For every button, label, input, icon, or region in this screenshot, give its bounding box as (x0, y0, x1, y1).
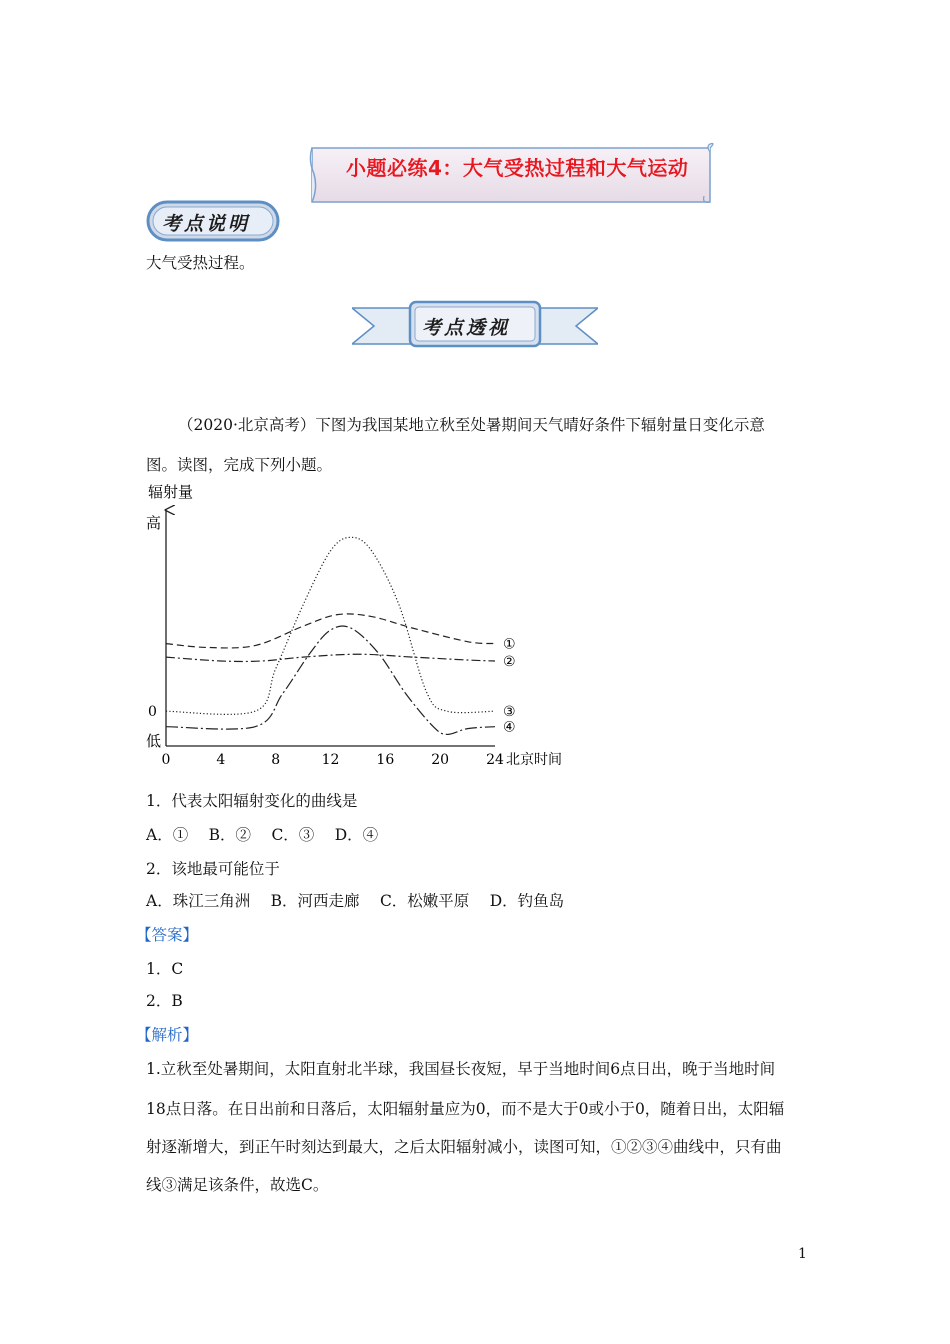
analysis-line: 18点日落。在日出前和日落后，太阳辐射量应为0，而不是大于0或小于0，随着日出，太阳辐 (146, 1100, 785, 1118)
analysis-label: 【解析】 (136, 1026, 199, 1044)
series-label-3: ③ (503, 704, 516, 721)
analysis-line: 线③满足该条件，故选C。 (146, 1176, 329, 1194)
intro-line-2: 图。读图，完成下列小题。 (146, 456, 333, 474)
y-axis-label: 辐射量 (148, 483, 194, 501)
series-label-2: ② (503, 653, 516, 670)
x-tick-label: 8 (271, 752, 281, 768)
section-text: 大气受热过程。 (146, 254, 255, 272)
y-zero-label: 0 (148, 704, 157, 721)
y-low-label: 低 (146, 732, 162, 750)
question-2-stem: 2．该地最可能位于 (146, 860, 280, 878)
series-line-3 (166, 537, 495, 714)
series-line-2 (166, 654, 495, 661)
intro-line-1: （2020·北京高考）下图为我国某地立秋至处暑期间天气晴好条件下辐射量日变化示意 (178, 416, 765, 434)
x-axis-label: 北京时间 (506, 752, 562, 768)
x-tick-label: 0 (161, 752, 171, 768)
question-1-options: A．① B．② C．③ D．④ (146, 826, 379, 844)
section-badge-perspective (352, 300, 598, 350)
question-2-options: A．珠江三角洲 B．河西走廊 C．松嫩平原 D．钓鱼岛 (146, 892, 565, 910)
answer-item: 1．C (146, 960, 184, 978)
series-label-1: ① (503, 636, 516, 653)
x-tick-label: 24 (486, 752, 504, 768)
x-tick-label: 20 (431, 752, 450, 768)
section-badge-explain (146, 200, 280, 242)
question-1-stem: 1．代表太阳辐射变化的曲线是 (146, 792, 358, 810)
x-tick-label: 16 (376, 752, 395, 768)
badge-label: 考点透视 (422, 317, 511, 339)
series-line-4 (166, 626, 495, 734)
series-line-1 (166, 614, 495, 648)
radiation-chart (140, 478, 600, 774)
x-tick-label: 12 (321, 752, 340, 768)
analysis-line: 射逐渐增大，到正午时刻达到最大，之后太阳辐射减小，读图可知，①②③④曲线中，只有曲 (146, 1138, 782, 1156)
y-high-label: 高 (146, 514, 162, 532)
analysis-line: 1.立秋至处暑期间，太阳直射北半球，我国昼长夜短，早于当地时间6点日出，晚于当地时间 (146, 1060, 776, 1078)
page-number: 1 (798, 1246, 807, 1262)
title-banner (308, 142, 716, 208)
badge-label: 考点说明 (162, 213, 251, 235)
answer-label: 【答案】 (136, 926, 199, 944)
series-label-4: ④ (503, 719, 516, 736)
x-tick-label: 4 (216, 752, 226, 768)
page-title: 小题必练4：大气受热过程和大气运动 (346, 156, 689, 180)
answer-item: 2．B (146, 992, 183, 1010)
